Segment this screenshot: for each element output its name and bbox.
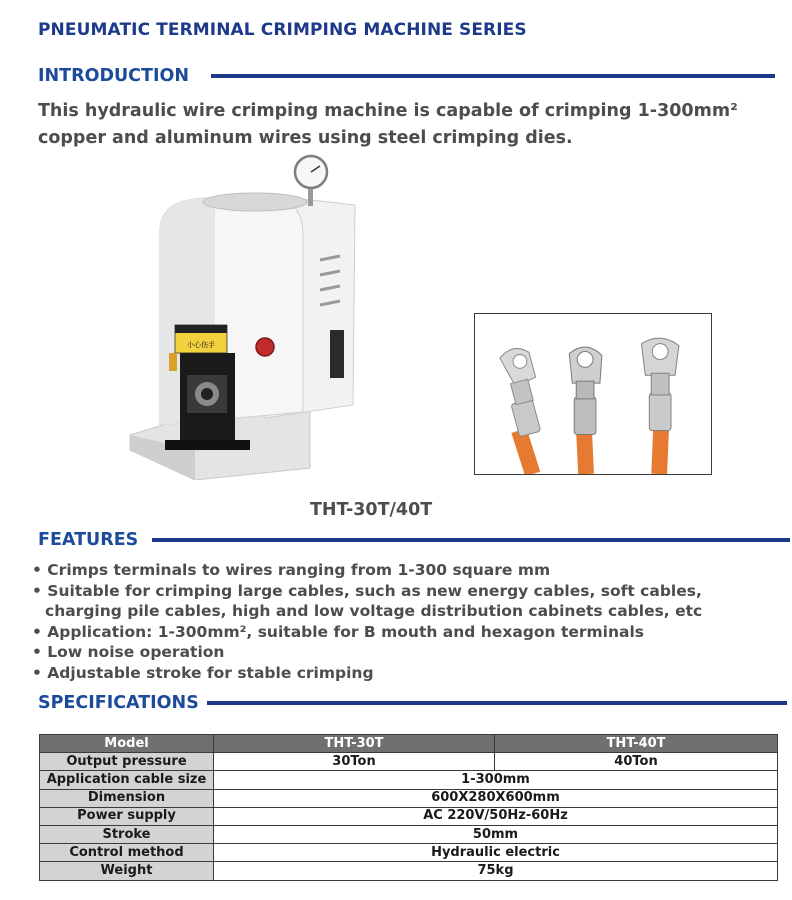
feature-item [32, 622, 772, 643]
features-heading-label: FEATURES [38, 530, 139, 550]
introduction-heading [38, 66, 775, 86]
spec-param: Stroke [40, 825, 214, 843]
spec-param: Power supply [40, 807, 214, 825]
features-rule [152, 538, 790, 542]
feature-text: • Application: 1-300mm², suitable for B mouth and hexagon terminals [32, 622, 645, 641]
table-row [40, 862, 778, 880]
table-row [40, 807, 778, 825]
crimped-terminals-image [474, 313, 712, 475]
introduction-rule [211, 74, 775, 78]
feature-item [32, 560, 772, 581]
spec-value: 75kg [214, 862, 778, 880]
specifications-table [39, 734, 778, 881]
page-title: PNEUMATIC TERMINAL CRIMPING MACHINE SERIES [38, 20, 527, 40]
feature-text: • Low noise operation [32, 643, 225, 662]
spec-value: AC 220V/50Hz-60Hz [214, 807, 778, 825]
feature-item [32, 642, 772, 663]
spec-value: 600X280X600mm [214, 789, 778, 807]
column-header-tht-30t: THT-30T [214, 735, 495, 753]
model-label: THT-30T/40T [310, 500, 433, 520]
spec-param: Application cable size [40, 771, 214, 789]
spec-value-40t: 40Ton [495, 753, 778, 771]
column-header-tht-40t: THT-40T [495, 735, 778, 753]
feature-text: • Suitable for crimping large cables, such as new energy cables, soft cables, [32, 581, 702, 600]
specifications-rule [207, 701, 787, 705]
spec-param: Output pressure [40, 753, 214, 771]
spec-value-30t: 30Ton [214, 753, 495, 771]
spec-param: Control method [40, 844, 214, 862]
column-header-model: Model [40, 735, 214, 753]
feature-text: • Adjustable stroke for stable crimping [32, 663, 374, 682]
introduction-text: This hydraulic wire crimping machine is capable of crimping 1-300mm² copper and aluminum wires using steel crimping dies. [38, 101, 738, 148]
table-header-row [40, 735, 778, 753]
spec-param: Dimension [40, 789, 214, 807]
introduction-heading-label: INTRODUCTION [38, 66, 189, 86]
table-row [40, 844, 778, 862]
table-row [40, 789, 778, 807]
feature-text-continued: charging pile cables, high and low voltage distribution cabinets cables, etc [45, 602, 703, 621]
table-row [40, 753, 778, 771]
feature-text: • Crimps terminals to wires ranging from 1-300 square mm [32, 561, 551, 579]
spec-value: 1-300mm [214, 771, 778, 789]
crimping-machine-image [125, 150, 370, 480]
features-list [32, 560, 772, 684]
spec-param: Weight [40, 862, 214, 880]
specifications-heading [38, 693, 787, 713]
feature-item [32, 663, 772, 684]
spec-value: Hydraulic electric [214, 844, 778, 862]
spec-value: 50mm [214, 825, 778, 843]
specifications-heading-label: SPECIFICATIONS [38, 693, 199, 713]
feature-item [32, 581, 772, 622]
table-row [40, 825, 778, 843]
features-heading [38, 530, 790, 550]
table-row [40, 771, 778, 789]
warning-label-text: 小心伤手 [187, 341, 215, 349]
